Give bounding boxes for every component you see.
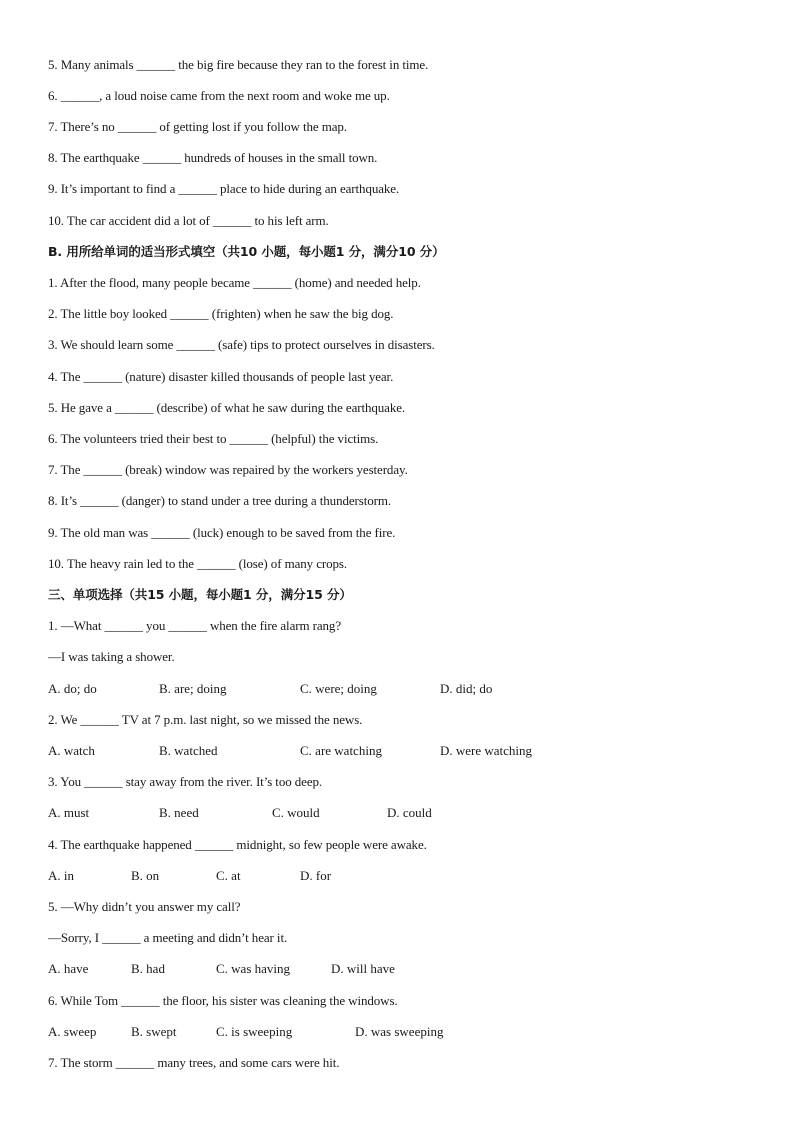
question-b9: 9. The old man was ______ (luck) enough to be saved from the fire. — [48, 525, 396, 540]
option-c1-a: A. do; do — [48, 681, 97, 696]
option-c2-d: D. were watching — [440, 743, 533, 758]
option-c5-d: D. will have — [331, 961, 395, 976]
question-b1: 1. After the flood, many people became ______ (home) and needed help. — [48, 275, 421, 290]
question-a9: 9. It’s important to find a ______ place to hide during an earthquake. — [48, 181, 400, 196]
option-c6-a: A. sweep — [48, 1024, 97, 1039]
question-a6: 6. ______, a loud noise came from the next room and woke me up. — [48, 88, 390, 103]
question-a8: 8. The earthquake ______ hundreds of houses in the small town. — [48, 150, 378, 165]
option-c2-b: B. watched — [159, 743, 218, 758]
option-c4-d: D. for — [300, 868, 332, 883]
section-3-heading: 三、单项选择（共15 小题，每小题1 分，满分15 分） — [48, 587, 352, 602]
question-b10: 10. The heavy rain led to the ______ (lose) of many crops. — [48, 556, 348, 571]
option-c4-b: B. on — [131, 868, 160, 883]
option-c2-a: A. watch — [48, 743, 95, 758]
question-b7: 7. The ______ (break) window was repaired by the workers yesterday. — [48, 462, 408, 477]
question-c1-stem: 1. —What ______ you ______ when the fire alarm rang? — [48, 618, 341, 633]
option-c4-c: C. at — [216, 868, 241, 883]
question-c7-stem: 7. The storm ______ many trees, and some cars were hit. — [48, 1055, 340, 1070]
question-b2: 2. The little boy looked ______ (frighten) when he saw the big dog. — [48, 306, 394, 321]
option-c3-c: C. would — [272, 805, 320, 820]
question-c2-stem: 2. We ______ TV at 7 p.m. last night, so we missed the news. — [48, 712, 363, 727]
question-c6-stem: 6. While Tom ______ the floor, his sister was cleaning the windows. — [48, 993, 398, 1008]
option-c4-a: A. in — [48, 868, 74, 883]
option-c5-a: A. have — [48, 961, 89, 976]
question-c3-stem: 3. You ______ stay away from the river. It’s too deep. — [48, 774, 323, 789]
option-c6-c: C. is sweeping — [216, 1024, 293, 1039]
option-c3-a: A. must — [48, 805, 90, 820]
question-a10: 10. The car accident did a lot of ______ to his left arm. — [48, 213, 329, 228]
option-c3-b: B. need — [159, 805, 199, 820]
option-c1-b: B. are; doing — [159, 681, 227, 696]
question-a7: 7. There’s no ______ of getting lost if you follow the map. — [48, 119, 347, 134]
option-c3-d: D. could — [387, 805, 432, 820]
option-c2-c: C. are watching — [300, 743, 382, 758]
question-b6: 6. The volunteers tried their best to ______ (helpful) the victims. — [48, 431, 379, 446]
question-c5-reply: —Sorry, I ______ a meeting and didn’t hear it. — [48, 930, 288, 945]
option-c6-d: D. was sweeping — [355, 1024, 444, 1039]
question-b3: 3. We should learn some ______ (safe) tips to protect ourselves in disasters. — [48, 337, 435, 352]
option-c1-d: D. did; do — [440, 681, 493, 696]
section-b-heading: B. 用所给单词的适当形式填空（共10 小题，每小题1 分，满分10 分） — [48, 244, 445, 259]
question-a5: 5. Many animals ______ the big fire because they ran to the forest in time. — [48, 57, 429, 72]
option-c1-c: C. were; doing — [300, 681, 377, 696]
option-c6-b: B. swept — [131, 1024, 177, 1039]
question-c1-reply: —I was taking a shower. — [48, 649, 175, 664]
question-b8: 8. It’s ______ (danger) to stand under a tree during a thunderstorm. — [48, 493, 392, 508]
option-c5-b: B. had — [131, 961, 165, 976]
question-b4: 4. The ______ (nature) disaster killed thousands of people last year. — [48, 369, 394, 384]
question-c5-stem: 5. —Why didn’t you answer my call? — [48, 899, 241, 914]
option-c5-c: C. was having — [216, 961, 291, 976]
question-b5: 5. He gave a ______ (describe) of what he saw during the earthquake. — [48, 400, 406, 415]
question-c4-stem: 4. The earthquake happened ______ midnight, so few people were awake. — [48, 837, 427, 852]
